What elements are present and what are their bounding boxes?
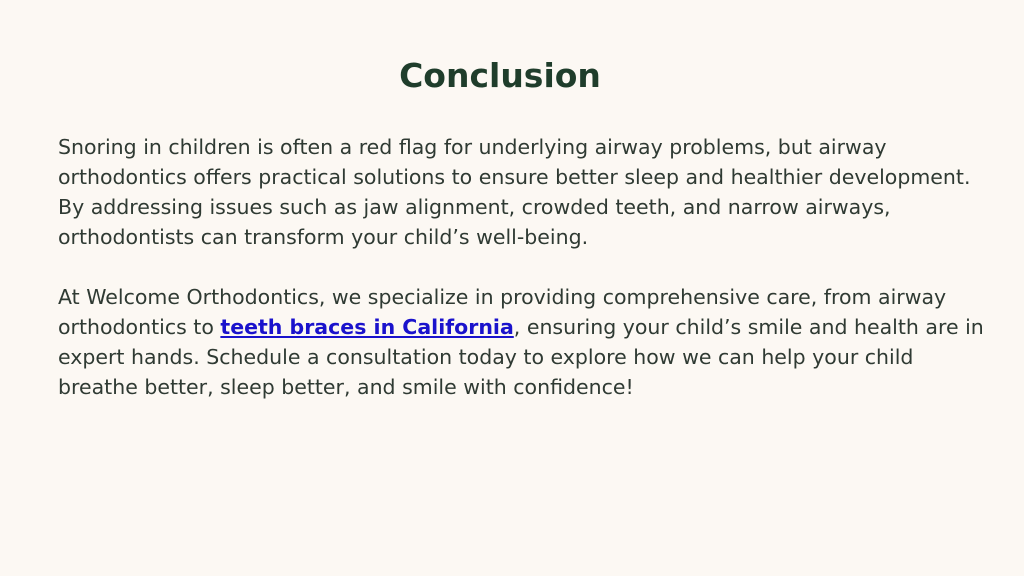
paragraph-cta-text-before: At Welcome Orthodontics, we specialize in providing comprehensive care, from airway orthodontics to xyxy=(58,285,947,339)
paragraph-cta xyxy=(58,282,988,402)
paragraph-intro: Snoring in children is often a red flag for underlying airway problems, but airway orthodontics offers practical solutions to ensure better sleep and healthier development. By addressing issues such as jaw alignment, crowded teeth, and narrow airways, orthodontists can transform your child’s well-being. xyxy=(58,135,971,249)
paragraph-cta-text-after: , ensuring your child’s smile and health are in expert hands. Schedule a consultation today to explore how we can help your child breathe better, sleep better, and smile with confidence! xyxy=(58,315,984,399)
teeth-braces-link[interactable]: teeth braces in California xyxy=(220,315,514,339)
page-title: Conclusion xyxy=(399,56,601,95)
